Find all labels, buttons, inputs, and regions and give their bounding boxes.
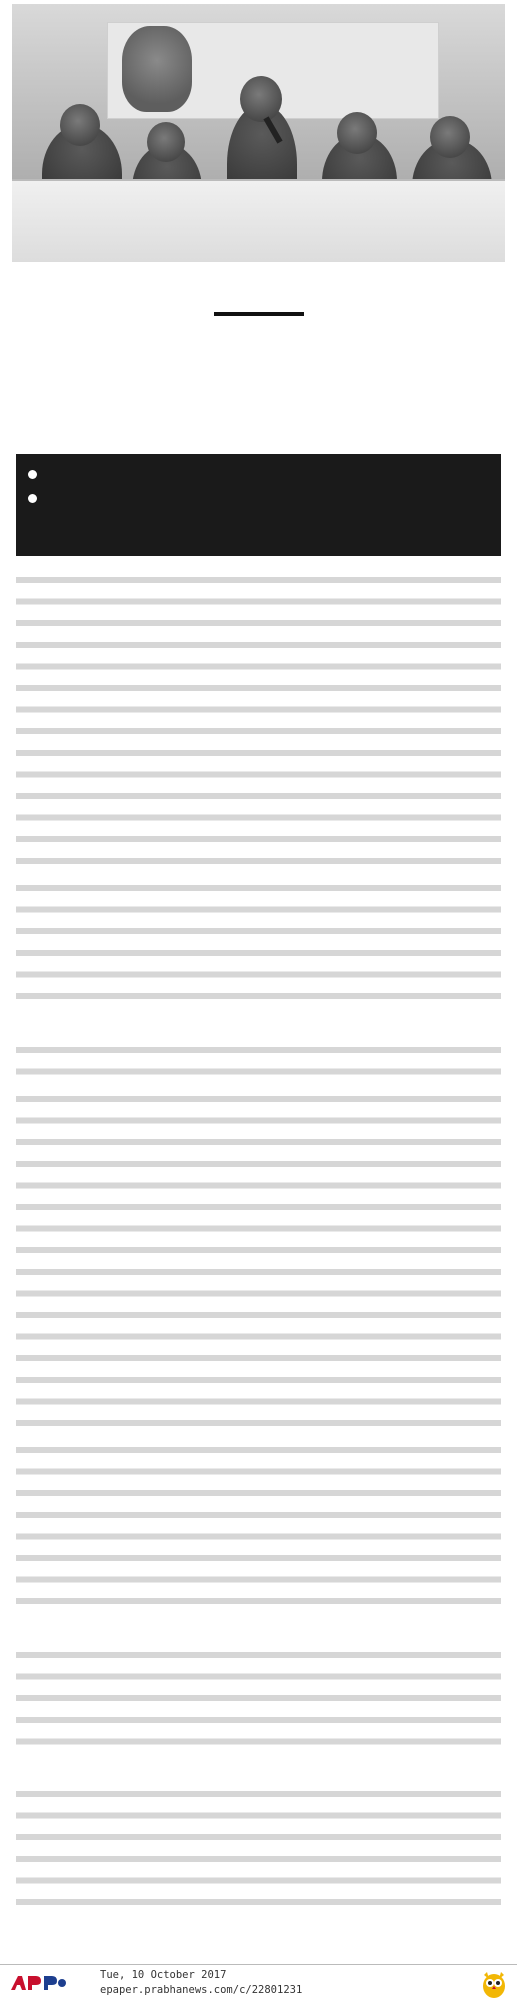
article-paragraph [16, 878, 501, 1008]
headline-line-1 [12, 322, 505, 382]
owl-icon [481, 1969, 507, 1999]
article-subheading [16, 1759, 501, 1781]
text-line-placeholder [16, 1784, 501, 1914]
dais-table [12, 179, 505, 262]
article-paragraph [16, 1040, 501, 1083]
banner-portrait [122, 26, 192, 112]
headline-line-2 [12, 382, 505, 442]
kicker-underline [214, 312, 304, 316]
subhead-text [45, 462, 491, 486]
guest-head [337, 112, 377, 154]
guest-head [147, 122, 185, 162]
article-paragraph [16, 1784, 501, 1914]
text-line-placeholder [16, 570, 501, 872]
speaker-head [240, 76, 282, 122]
article-subheading [16, 1619, 501, 1641]
text-line-placeholder [16, 878, 501, 1008]
subhead-item [26, 462, 491, 486]
article-paragraph [16, 1089, 501, 1435]
article-paragraph [16, 1440, 501, 1613]
subhead-item [26, 486, 491, 510]
guest-head [430, 116, 470, 158]
text-line-placeholder [16, 1645, 501, 1753]
article-paragraph [16, 570, 501, 872]
article-body [16, 570, 501, 2002]
kicker [12, 278, 505, 306]
article-subheading [16, 1014, 501, 1036]
footer-url[interactable]: epaper.prabhanews.com/c/22801231 [100, 1984, 303, 1996]
bullet-icon [28, 494, 37, 503]
article-paragraph [16, 1645, 501, 1753]
text-line-placeholder [16, 1089, 501, 1435]
subhead-box [16, 454, 501, 556]
epaper-clipping [0, 4, 517, 2002]
page-footer [0, 1964, 517, 2002]
news-photo [12, 4, 505, 262]
subhead-text [45, 486, 491, 510]
text-line-placeholder [16, 1440, 501, 1613]
text-line-placeholder [16, 1040, 501, 1083]
footer-date: Tue, 10 October 2017 [100, 1969, 227, 1981]
bullet-icon [28, 470, 37, 479]
andhra-prabha-logo-icon [8, 1971, 68, 1997]
guest-head [60, 104, 100, 146]
